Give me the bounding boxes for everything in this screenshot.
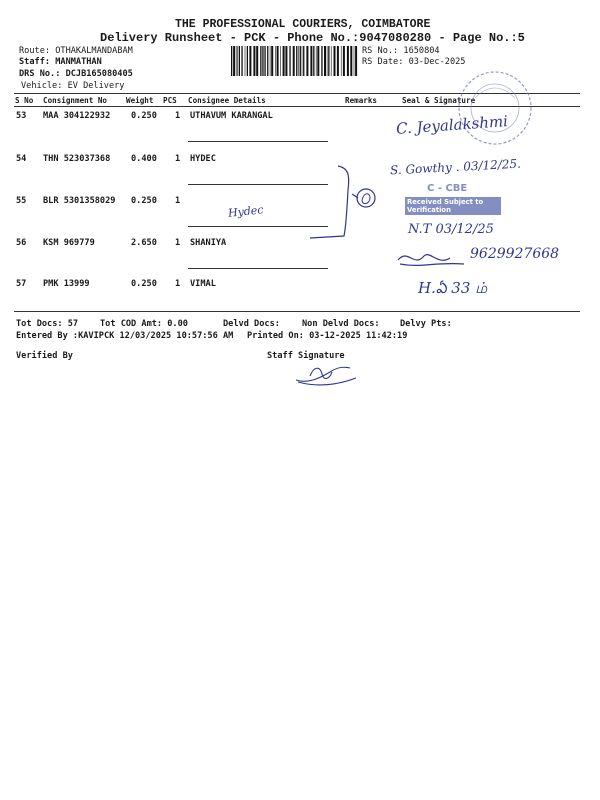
handwritten-phone: 9629927668 (470, 246, 560, 262)
row-sno: 54 (16, 154, 27, 164)
row-pcs: 1 (175, 238, 181, 248)
delivery-points: Delvy Pts: (400, 319, 452, 329)
table-bottom-rule (14, 311, 580, 312)
row-divider (188, 268, 328, 269)
staff-signature-scribble (290, 358, 360, 388)
total-docs: Tot Docs: 57 (16, 319, 79, 329)
row-divider (188, 141, 328, 142)
col-weight: Weight (126, 96, 154, 105)
row-consignment: PMK 13999 (43, 279, 90, 289)
col-remarks: Remarks (345, 96, 378, 105)
row-sno: 53 (16, 111, 27, 121)
col-pcs: PCS (163, 96, 177, 105)
barcode-image (231, 46, 358, 76)
handwritten-signature: H.ఏ 33 ம் (418, 279, 488, 297)
row-weight: 0.400 (131, 154, 157, 164)
row-consignment: KSM 969779 (43, 238, 95, 248)
row-pcs: 1 (175, 154, 181, 164)
row-consignee: HYDEC (190, 154, 216, 164)
col-consignee: Consignee Details (188, 96, 266, 105)
page-title: THE PROFESSIONAL COURIERS, COIMBATORE (175, 18, 431, 31)
route-label: Route: OTHAKALMANDABAM (19, 46, 133, 56)
staff-label: Staff: MANMATHAN (19, 57, 102, 67)
rs-date: RS Date: 03-Dec-2025 (362, 57, 466, 67)
col-sno: S No (15, 96, 34, 105)
row-consignment: THN 523037368 (43, 154, 111, 164)
col-consignment: Consignment No (43, 96, 108, 105)
stamp-text: Received Subject to Verification (405, 197, 501, 215)
vehicle-label: Vehicle: EV Delivery (21, 81, 125, 91)
stamp-code: C - CBE (427, 183, 468, 194)
verified-by: Verified By (16, 351, 73, 361)
entered-by: Entered By :KAVIPCK 12/03/2025 10:57:56 AM (16, 331, 234, 341)
row-weight: 2.650 (131, 238, 157, 248)
non-delivered-docs: Non Delvd Docs: (302, 319, 380, 329)
col-seal-signature: Seal & Signature (402, 96, 476, 105)
handwritten-signature: C. Jeyalakshmi (395, 112, 509, 138)
handwritten-signature: N.T 03/12/25 (408, 222, 494, 237)
row-sno: 55 (16, 196, 27, 206)
row-weight: 0.250 (131, 111, 157, 121)
drs-number: DRS No.: DCJB165080405 (19, 69, 133, 79)
row-pcs: 1 (175, 111, 181, 121)
row-sno: 56 (16, 238, 27, 248)
printed-on: Printed On: 03-12-2025 11:42:19 (247, 331, 408, 341)
handwritten-signature: S. Gowthy . 03/12/25. (389, 156, 522, 178)
row-consignment: BLR 5301358029 (43, 196, 116, 206)
row-pcs: 1 (175, 196, 181, 206)
row-pcs: 1 (175, 279, 181, 289)
row-consignee: UTHAVUM KARANGAL (190, 111, 273, 121)
delivered-docs: Delvd Docs: (223, 319, 280, 329)
received-stamp (405, 183, 495, 213)
staff-signature-label: Staff Signature (267, 351, 345, 361)
handwritten-note: Hydec (227, 203, 265, 220)
runsheet-subtitle: Delivery Runsheet - PCK - Phone No.:9047080280 - Page No.:5 (100, 31, 525, 45)
row-consignee: VIMAL (190, 279, 216, 289)
row-consignment: MAA 304122932 (43, 111, 111, 121)
row-sno: 57 (16, 279, 27, 289)
row-consignee: SHANIYA (190, 238, 227, 248)
ink-bracket-mark (300, 160, 390, 240)
total-cod-amount: Tot COD Amt: 0.00 (100, 319, 188, 329)
row-weight: 0.250 (131, 196, 157, 206)
row-weight: 0.250 (131, 279, 157, 289)
round-seal-stamp (455, 68, 535, 148)
ink-scribble-signature (394, 244, 469, 272)
rs-number: RS No.: 1650804 (362, 46, 440, 56)
